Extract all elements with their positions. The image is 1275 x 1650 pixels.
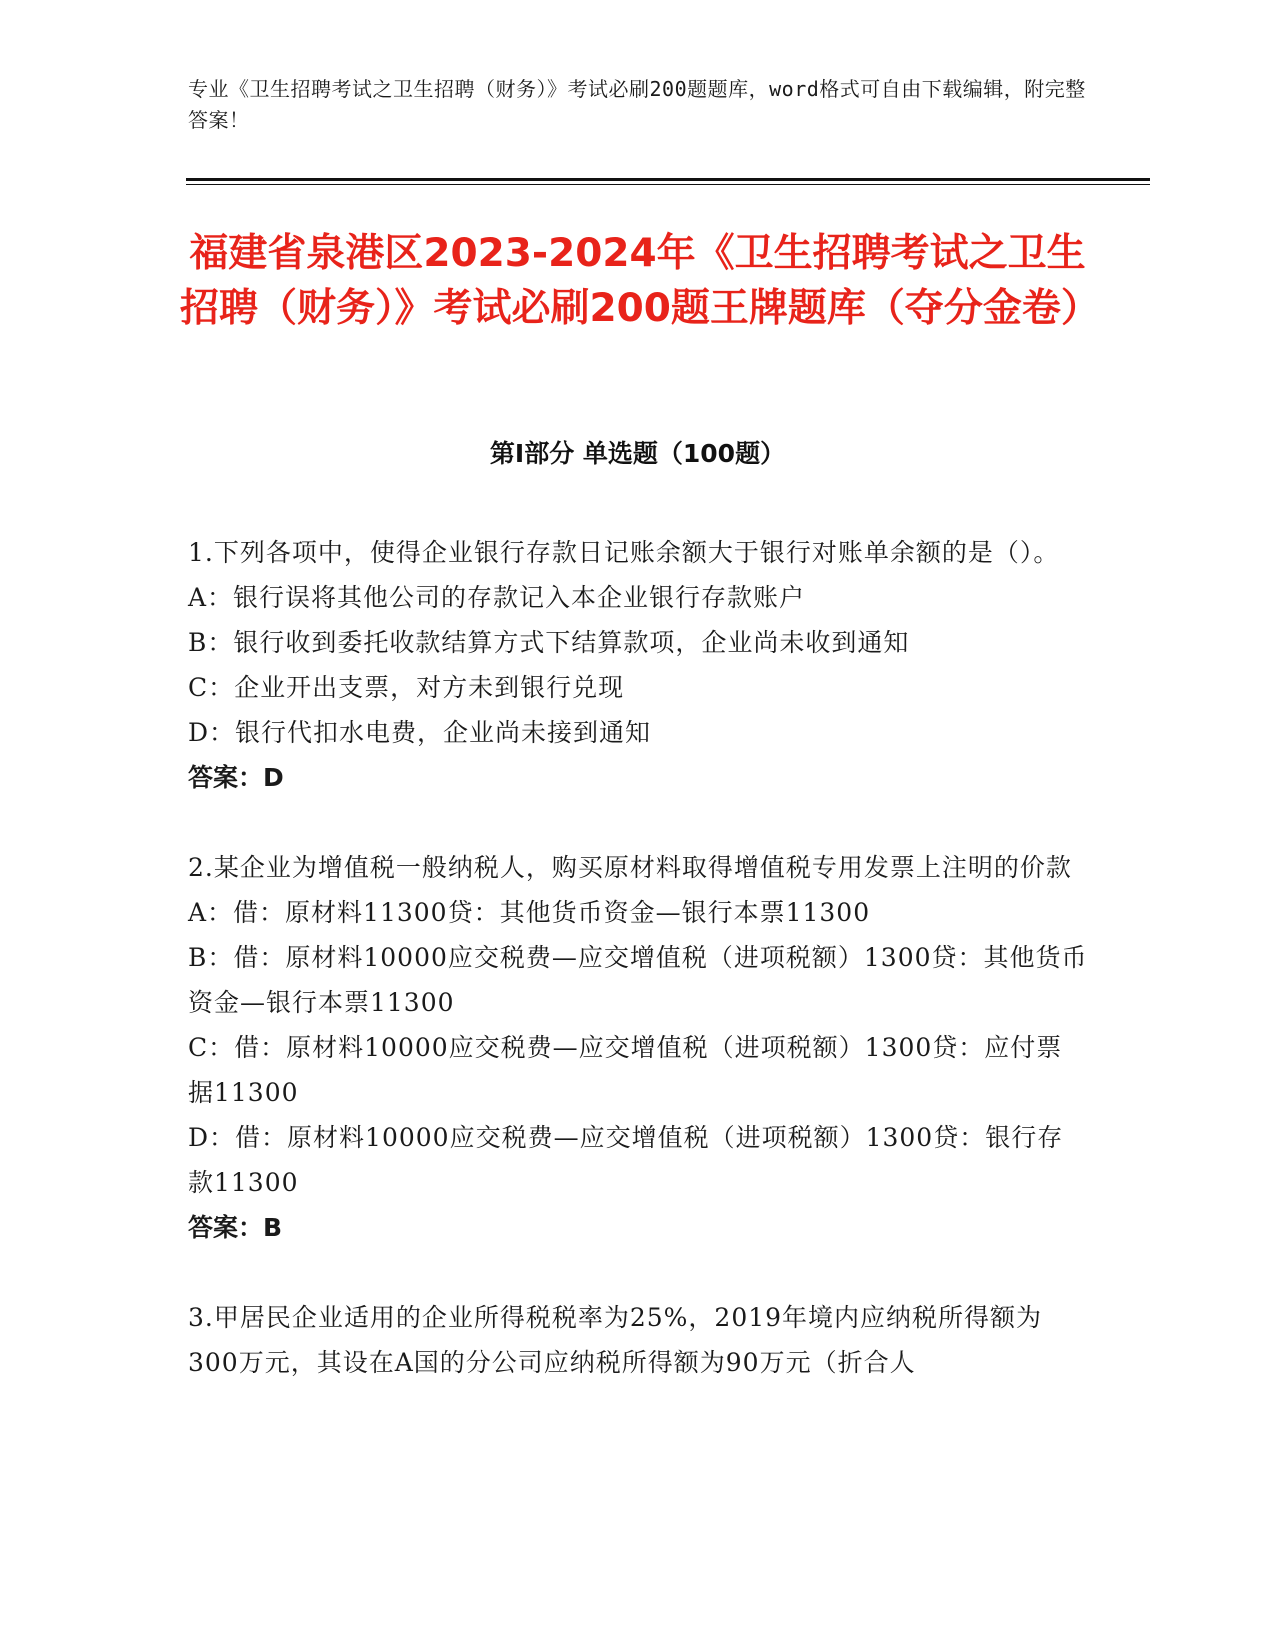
question-stem: 3.甲居民企业适用的企业所得税税率为25%，2019年境内应纳税所得额为300万元，其设在A国的分公司应纳税所得额为90万元（折合人	[188, 1303, 1043, 1377]
option-c: C：借：原材料10000应交税费—应交增值税（进项税额）1300贷：应付票据11300	[188, 1033, 1063, 1107]
section-heading: 第I部分 单选题（100题）	[489, 439, 786, 468]
header-divider-thick	[186, 178, 1150, 181]
option-b: B：借：原材料10000应交税费—应交增值税（进项税额）1300贷：其他货币资金—银行本票11300	[188, 943, 1088, 1017]
question-stem: 1.下列各项中，使得企业银行存款日记账余额大于银行对账单余额的是（）。	[188, 538, 1060, 567]
question-stem: 2.某企业为增值税一般纳税人，购买原材料取得增值税专用发票上注明的价款	[188, 853, 1072, 882]
option-b: B：银行收到委托收款结算方式下结算款项，企业尚未收到通知	[188, 628, 910, 657]
option-c: C：企业开出支票，对方未到银行兑现	[188, 673, 625, 702]
document-title: 福建省泉港区2023-2024年《卫生招聘考试之卫生招聘（财务）》考试必刷200题王牌题库（夺分金卷）	[180, 231, 1100, 331]
header-note: 专业《卫生招聘考试之卫生招聘（财务）》考试必刷200题题库，word格式可自由下载编辑，附完整答案！	[188, 77, 1086, 132]
question-1	[188, 530, 1088, 800]
option-d: D：银行代扣水电费，企业尚未接到通知	[188, 718, 652, 747]
option-a: A：借：原材料11300贷：其他货币资金—银行本票11300	[188, 898, 871, 927]
question-2	[188, 845, 1088, 1250]
option-a: A：银行误将其他公司的存款记入本企业银行存款账户	[188, 583, 806, 612]
question-list	[188, 530, 1088, 1430]
answer-label: 答案：D	[188, 763, 284, 792]
answer-label: 答案：B	[188, 1213, 283, 1242]
question-3	[188, 1295, 1088, 1385]
option-d: D：借：原材料10000应交税费—应交增值税（进项税额）1300贷：银行存款11300	[188, 1123, 1064, 1197]
header-divider-thin	[186, 184, 1150, 185]
